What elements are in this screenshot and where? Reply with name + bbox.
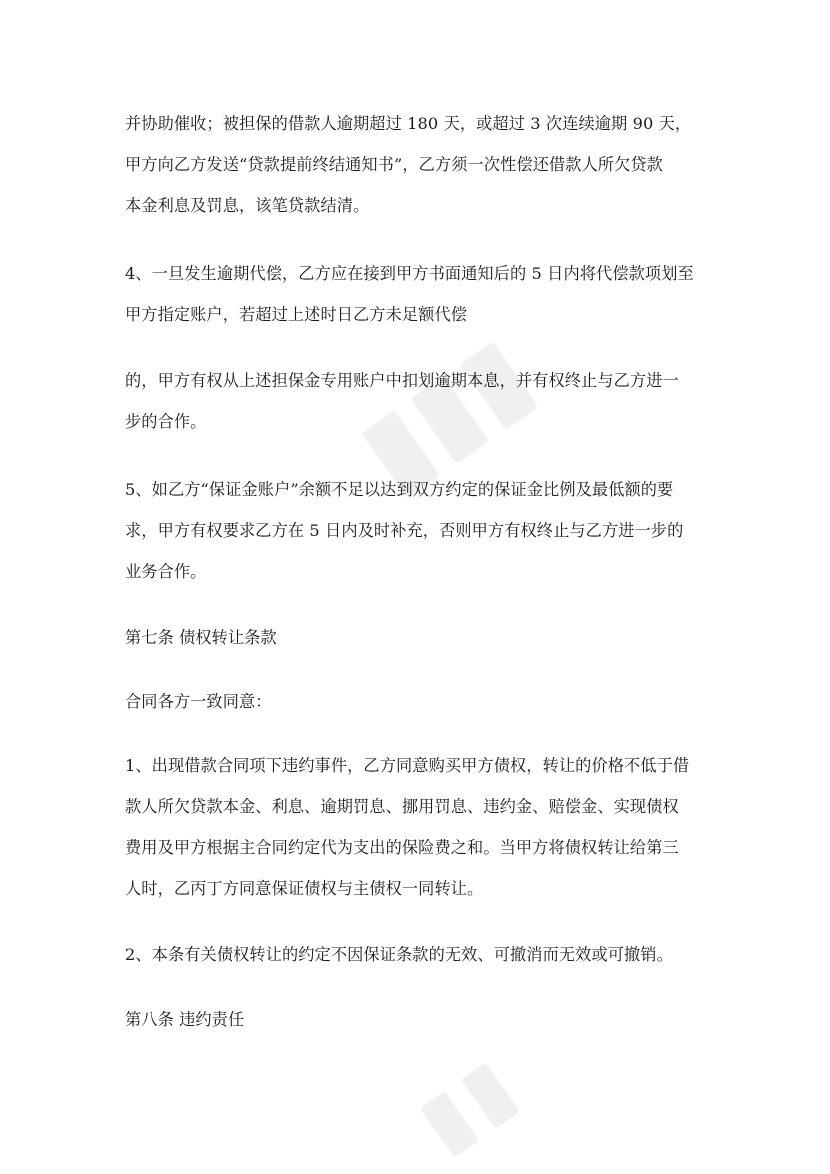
paragraph-line: 2、本条有关债权转让的约定不因保证条款的无效、可撤消而无效或可撤销。 [125, 945, 673, 964]
paragraph-line: 步的合作。 [125, 412, 207, 431]
paragraph-line: 4、一旦发生逾期代偿，乙方应在接到甲方书面通知后的 5 日内将代偿款项划至 [125, 264, 694, 283]
section-heading: 第八条 违约责任 [125, 1010, 245, 1029]
paragraph-line: 甲方向乙方发送“贷款提前终结通知书”，乙方须一次性偿还借款人所欠贷款 [125, 155, 663, 174]
paragraph-line: 本金利息及罚息，该笔贷款结清。 [125, 196, 370, 215]
section-heading: 第七条 债权转让条款 [125, 628, 277, 647]
paragraph-line: 并协助催收；被担保的借款人逾期超过 180 天，或超过 3 次连续逾期 90 天， [125, 114, 692, 133]
paragraph-line: 甲方指定账户，若超过上述时日乙方未足额代偿 [125, 305, 468, 324]
paragraph-line: 求，甲方有权要求乙方在 5 日内及时补充，否则甲方有权终止与乙方进一步的 [125, 521, 684, 540]
paragraph-line: 人时，乙丙丁方同意保证债权与主债权一同转让。 [125, 879, 484, 898]
paragraph-line: 合同各方一致同意： [125, 692, 272, 711]
paragraph-line: 5、如乙方“保证金账户”余额不足以达到双方约定的保证金比例及最低额的要 [125, 480, 674, 499]
paragraph-line: 的，甲方有权从上述担保金专用账户中扣划逾期本息，并有权终止与乙方进一 [125, 371, 679, 390]
paragraph-line: 业务合作。 [125, 562, 207, 581]
paragraph-line: 款人所欠贷款本金、利息、逾期罚息、挪用罚息、违约金、赔偿金、实现债权 [125, 797, 679, 816]
paragraph-line: 费用及甲方根据主合同约定代为支出的保险费之和。当甲方将债权转让给第三 [125, 838, 679, 857]
paragraph-line: 1、出现借款合同项下违约事件，乙方同意购买甲方债权，转让的价格不低于借 [125, 756, 690, 775]
